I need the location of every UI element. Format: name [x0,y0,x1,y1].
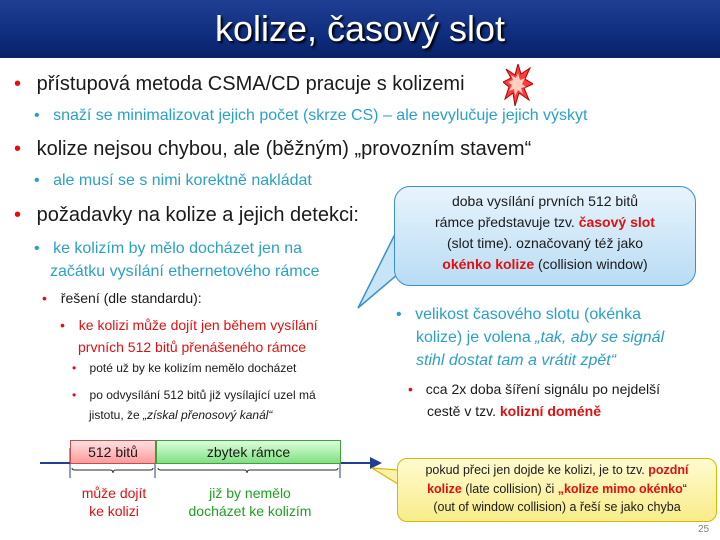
bullet-not-error [14,138,531,161]
late-highlight: „kolize mimo okénko [557,481,683,496]
late-highlight: pozdní [648,463,689,477]
bullet-dot: • [72,388,77,402]
bullet-dot: • [14,73,22,95]
bullet-dot: • [34,172,40,189]
late-callout-text [398,461,716,517]
label-no-collision [160,484,340,520]
bullet-dot: • [34,240,40,257]
bullet-text: velikost časového slotu (okénka [415,306,641,323]
label-line: ke kolizi [89,503,139,519]
bullet-text: požadavky na kolize a jejich detekci: [36,204,359,226]
bullet-emphasis: „tak, aby se signál [535,329,665,346]
late-highlight: kolize [427,481,462,496]
callout-line: rámce představuje tzv. [435,214,579,230]
late-line: (late collision) či [461,481,558,496]
label-line: již by nemělo [209,485,291,501]
bullet-text: cca 2x doba šíření signálu po nejdelší [425,381,661,397]
bullet-dot: • [60,317,65,333]
bullet-text: po odvysílání 512 bitů již vysílající uzel má [89,388,316,402]
callout-highlight: okénko kolize [442,256,535,272]
bullet-text: začátku vysílání ethernetového rámce [50,263,320,280]
late-line: (out of window collision) a řeší se jako chyba [433,500,681,514]
late-collision-callout [397,458,717,522]
late-line: pokud přeci jen dojde ke kolizi, je to tzv. [425,463,649,477]
callout-line: (collision window) [534,256,648,272]
bullet-text: kolize nejsou chybou, ale (běžným) „provozním stavem“ [36,138,532,160]
frame-segment-rest: zbytek rámce [156,440,341,464]
subbullet-minimize [34,107,587,125]
bullet-text: cestě v tzv. [427,403,500,419]
bullet-text: prvních 512 bitů přenášeného rámce [78,339,307,355]
bullet-text: snaží se minimalizovat jejich počet (skrze CS) – ale nevylučuje jejich výskyt [53,107,588,124]
bullet-emphasis: stihl dostat tam a vrátit zpět“ [416,352,617,369]
callout-line: (slot time). označovaný též jako [446,235,644,251]
explosion-icon [503,64,533,106]
right-bullet-slot-size [396,303,664,372]
bullet-dot: • [396,306,402,323]
bullet-text: ke kolizím by mělo docházet jen na [53,240,303,257]
bullet-dot: • [14,204,22,226]
bullet-dot: • [14,138,22,160]
right-subbullet-2x [408,378,660,422]
bullet-text: jistotu, že [89,408,144,422]
bullet-dot: • [72,361,77,375]
callout-line: doba vysílání prvních 512 bitů [451,193,638,209]
subbullet-channel [72,385,316,425]
bullet-text: kolize) je volena [416,329,536,346]
label-line: docházet ke kolizím [188,503,312,519]
bullet-text: přístupová metoda CSMA/CD pracuje s kolizemi [36,73,465,95]
label-line: může dojít [81,485,147,501]
slide-title: kolize, časový slot [214,8,506,49]
subbullet-first-512 [60,314,318,358]
subbullet-correctly [34,172,312,190]
callout-highlight: časový slot [578,214,655,230]
bullet-text: ale musí se s nimi korektně nakládat [53,172,312,189]
late-line: “ [682,481,687,496]
bullet-emphasis: „získal přenosový kanál“ [143,408,273,422]
subbullet-no-more [72,361,296,375]
slot-time-callout [394,186,696,286]
bullet-dot: • [42,290,47,306]
frame-segment-512-bits: 512 bitů [70,440,156,464]
bullet-requirements [14,204,359,227]
bullet-text: ke kolizi může dojít jen během vysílání [78,317,318,333]
bullet-text: poté už by ke kolizím nemělo docházet [89,361,297,375]
bullet-dot: • [408,381,413,397]
label-collision-possible [56,484,172,520]
bullet-text: řešení (dle standardu): [60,290,202,306]
bullet-highlight: kolizní doméně [499,403,601,419]
callout-text [395,191,695,275]
page-number: 25 [698,524,710,535]
bullet-csmacd [14,73,465,96]
subbullet-beginning [34,237,319,283]
subbullet-solution [42,290,202,306]
bullet-dot: • [34,107,40,124]
